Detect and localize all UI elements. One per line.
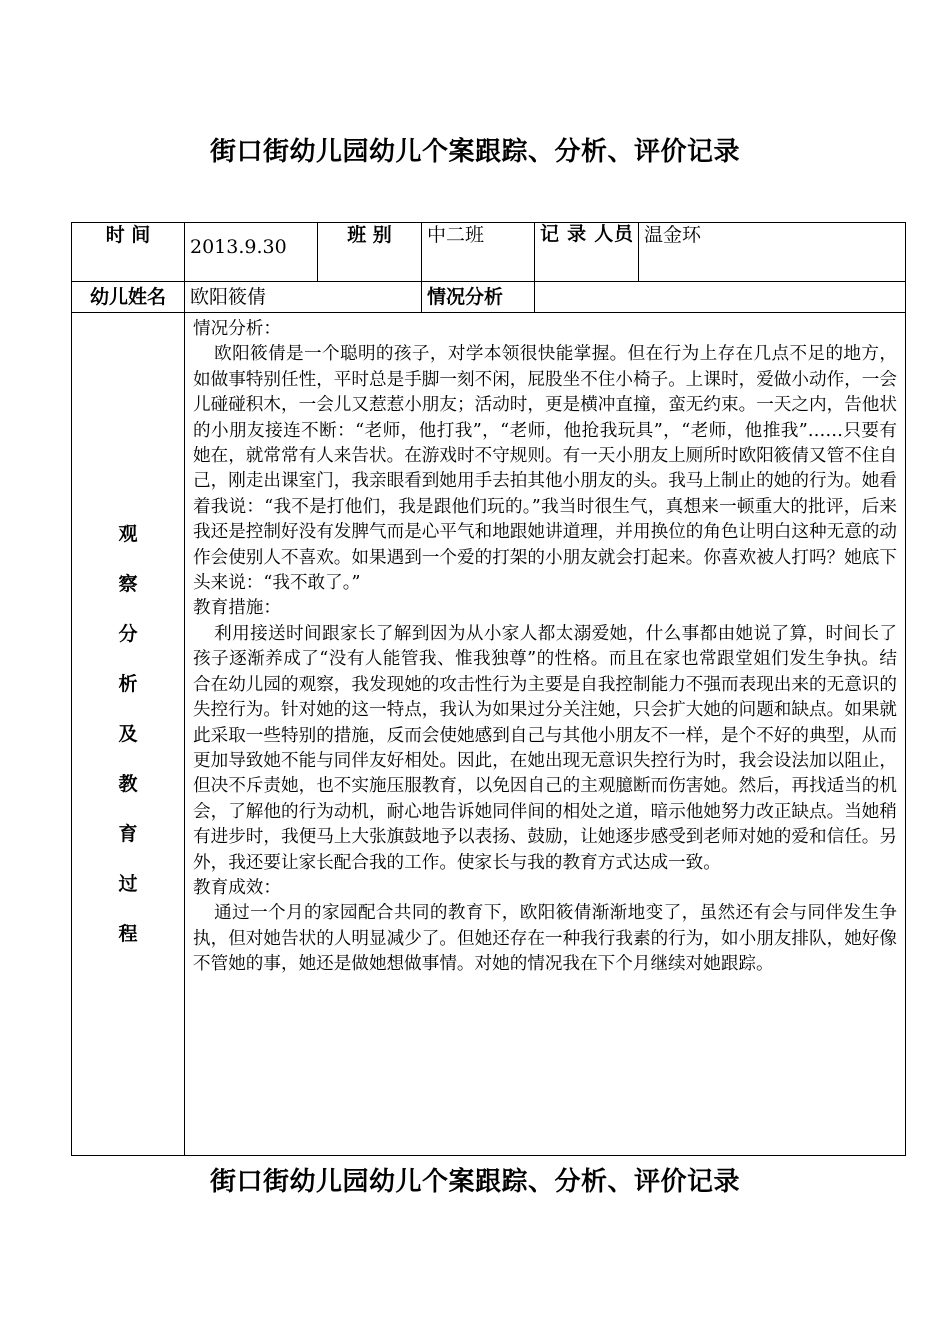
- class-label: 班 别: [318, 223, 422, 282]
- recorder-label: 记 录 人员: [535, 223, 639, 282]
- document-title: 街口街幼儿园幼儿个案跟踪、分析、评价记录: [209, 137, 740, 167]
- document-title-repeat: 街口街幼儿园幼儿个案跟踪、分析、评价记录: [209, 1167, 740, 1197]
- side-char: 育: [118, 823, 138, 845]
- side-char: 观: [118, 523, 138, 545]
- analysis-empty-cell: [535, 282, 906, 313]
- observation-content: [185, 313, 906, 1156]
- child-name-label: 幼儿姓名: [72, 282, 185, 313]
- measures-heading: 教育措施：: [193, 598, 281, 619]
- results-heading: 教育成效：: [193, 877, 281, 898]
- record-table: [71, 222, 906, 1156]
- results-text: 通过一个月的家园配合共同的教育下，欧阳筱倩渐渐地变了，虽然还有会与同伴发生争执，但对她告状的人明显减少了。但她还存在一种我行我素的行为，如小朋友排队，她好像不管她的事，她还是做她想做事情。对她的情况我在下个月继续对她跟踪。: [193, 903, 897, 975]
- time-label: 时 间: [72, 223, 185, 282]
- class-value: 中二班: [422, 223, 535, 282]
- side-char: 察: [118, 573, 138, 595]
- child-name-value: 欧阳筱倩: [185, 282, 422, 313]
- situation-heading: 情况分析：: [193, 319, 281, 339]
- side-char: 及: [118, 723, 138, 745]
- side-char: 过: [118, 873, 138, 895]
- recorder-value: 温金环: [639, 223, 906, 282]
- side-char: 程: [118, 923, 138, 945]
- measures-text: 利用接送时间跟家长了解到因为从小家人都太溺爱她，什么事都由她说了算，时间长了孩子逐渐养成了“没有人能管我、惟我独尊”的性格。而且在家也常跟堂姐们发生争执。结合在幼儿园的观察，我发现她的攻击性行为主要是自我控制能力不强而表现出来的无意识的失控行为。针对她的这一特点，我认为如果过分关注她，只会扩大她的问题和缺点。如果就此采取一些特别的措施，反而会使她感到自己与其他小朋友不一样，是个不好的典型，从而更加导致她不能与同伴友好相处。因此，在她出现无意识失控行为时，我会设法加以阻止，但决不斥责她，也不实施压服教育，以免因自己的主观臆断而伤害她。然后，再找适当的机会，了解他的行为动机，耐心地告诉她同伴间的相处之道，暗示他她努力改正缺点。当她稍有进步时，我便马上大张旗鼓地予以表扬、鼓励，让她逐步感受到老师对她的爱和信任。另外，我还要让家长配合我的工作。使家长与我的教育方式达成一致。: [193, 623, 897, 873]
- observation-process-label: [72, 313, 185, 1156]
- side-char: 教: [118, 773, 138, 795]
- side-char: 分: [118, 623, 138, 645]
- situation-text: 欧阳筱倩是一个聪明的孩子，对学本领很快能掌握。但在行为上存在几点不足的地方，如做事特别任性，平时总是手脚一刻不闲，屁股坐不住小椅子。上课时，爱做小动作，一会儿碰碰积木，一会儿又惹惹小朋友；活动时，更是横冲直撞，蛮无约束。一天之内，告他状的小朋友接连不断：“老师，他打我”，“老师，他抢我玩具”，“老师，他推我”……只要有她在，就常常有人来告状。在游戏时不守规则。有一天小朋友上厕所时欧阳筱倩又管不住自己，刚走出课室门，我亲眼看到她用手去拍其他小朋友的头。我马上制止的她的行为。她看着我说：“我不是打他们，我是跟他们玩的。”我当时很生气，真想来一顿重大的批评，后来我还是控制好没有发脾气而是心平气和地跟她讲道理，并用换位的角色让明白这种无意的动作会使别人不喜欢。如果遇到一个爱的打架的小朋友就会打起来。你喜欢被人打吗？她底下头来说：“我不敢了。”: [193, 344, 897, 594]
- time-value: 2013.9.30: [185, 223, 318, 282]
- analysis-label: 情况分析: [422, 282, 535, 313]
- side-char: 析: [118, 673, 138, 695]
